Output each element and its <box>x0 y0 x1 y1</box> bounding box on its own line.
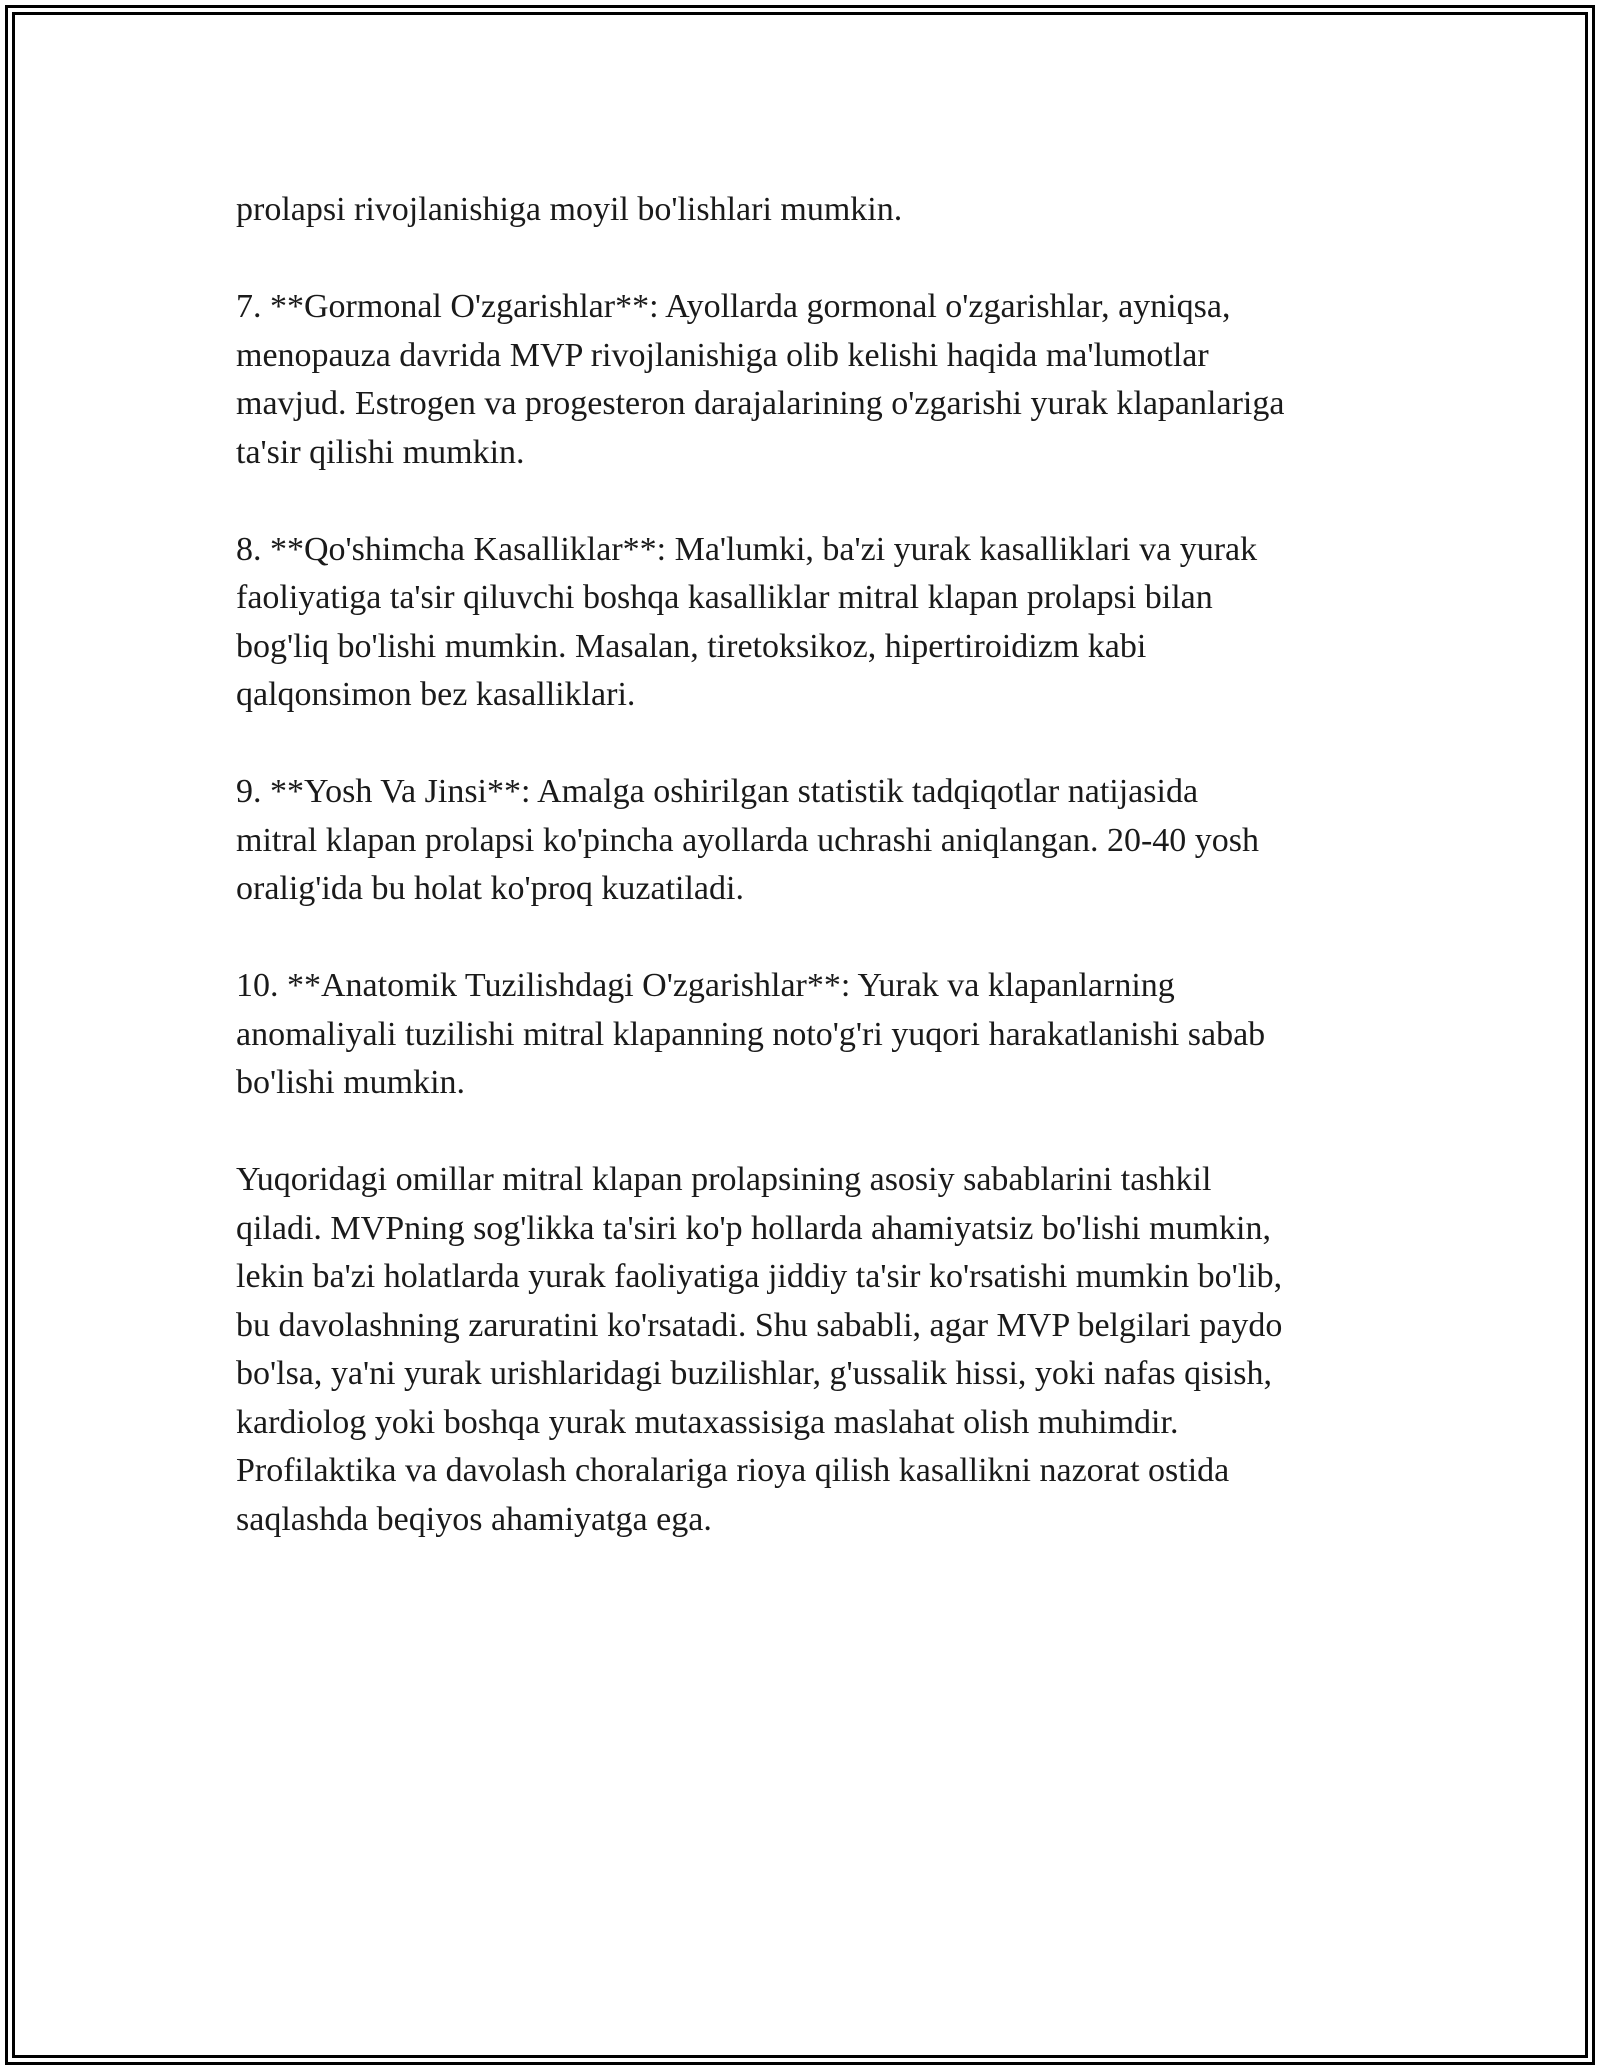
paragraph-item-7 <box>236 283 1386 477</box>
text-line: 9. **Yosh Va Jinsi**: Amalga oshirilgan statistik tadqiqotlar natijasida <box>236 773 1199 810</box>
text-line: 7. **Gormonal O'zgarishlar**: Ayollarda gormonal o'zgarishlar, ayniqsa, <box>236 288 1231 325</box>
text-line: oralig'ida bu holat ko'proq kuzatiladi. <box>236 870 744 907</box>
text-line: bog'liq bo'lishi mumkin. Masalan, tiretoksikoz, hipertiroidizm kabi <box>236 627 1147 665</box>
text-line: 10. **Anatomik Tuzilishdagi O'zgarishlar**: Yurak va klapanlarning <box>236 967 1175 1004</box>
text-line: Yuqoridagi omillar mitral klapan prolapsining asosiy sabablarini tashkil <box>236 1161 1212 1198</box>
text-line: menopauza davrida MVP rivojlanishiga olib kelishi haqida ma'lumotlar <box>236 336 1209 374</box>
text-line: faoliyatiga ta'sir qiluvchi boshqa kasalliklar mitral klapan prolapsi bilan <box>236 579 1213 616</box>
text-line: bo'lishi mumkin. <box>236 1064 466 1101</box>
text-line: mitral klapan prolapsi ko'pincha ayollarda uchrashi aniqlangan. 20-40 yosh <box>236 821 1260 859</box>
text-line: lekin ba'zi holatlarda yurak faoliyatiga jiddiy ta'sir ko'rsatishi mumkin bo'lib, <box>236 1258 1283 1295</box>
text-line: ta'sir qilishi mumkin. <box>236 433 525 471</box>
text-line: mavjud. Estrogen va progesteron darajalarining o'zgarishi yurak klapanlariga <box>236 385 1285 422</box>
text-line: qalqonsimon bez kasalliklari. <box>236 676 636 713</box>
text-line: saqlashda beqiyos ahamiyatga ega. <box>236 1500 712 1538</box>
text-line: Profilaktika va davolash choralariga rioya qilish kasallikni nazorat ostida <box>236 1452 1230 1489</box>
text-line: bo'lsa, ya'ni yurak urishlaridagi buzilishlar, g'ussalik hissi, yoki nafas qisish, <box>236 1355 1272 1392</box>
paragraph-continuation <box>236 186 1386 235</box>
text-line: anomaliyali tuzilishi mitral klapanning noto'g'ri yuqori harakatlanishi sabab <box>236 1015 1266 1053</box>
text-line: 8. **Qo'shimcha Kasalliklar**: Ma'lumki, ba'zi yurak kasalliklari va yurak <box>236 530 1258 568</box>
paragraph-item-10 <box>236 962 1386 1108</box>
text-line: prolapsi rivojlanishiga moyil bo'lishlari mumkin. <box>236 191 903 228</box>
paragraph-item-9 <box>236 768 1386 914</box>
text-line: kardiolog yoki boshqa yurak mutaxassisiga maslahat olish muhimdir. <box>236 1403 1179 1441</box>
text-line: qiladi. MVPning sog'likka ta'siri ko'p hollarda ahamiyatsiz bo'lishi mumkin, <box>236 1209 1271 1247</box>
paragraph-item-8 <box>236 526 1386 720</box>
document-body <box>236 186 1386 1544</box>
paragraph-conclusion <box>236 1156 1386 1544</box>
text-line: bu davolashning zaruratini ko'rsatadi. Shu sababli, agar MVP belgilari paydo <box>236 1306 1283 1344</box>
